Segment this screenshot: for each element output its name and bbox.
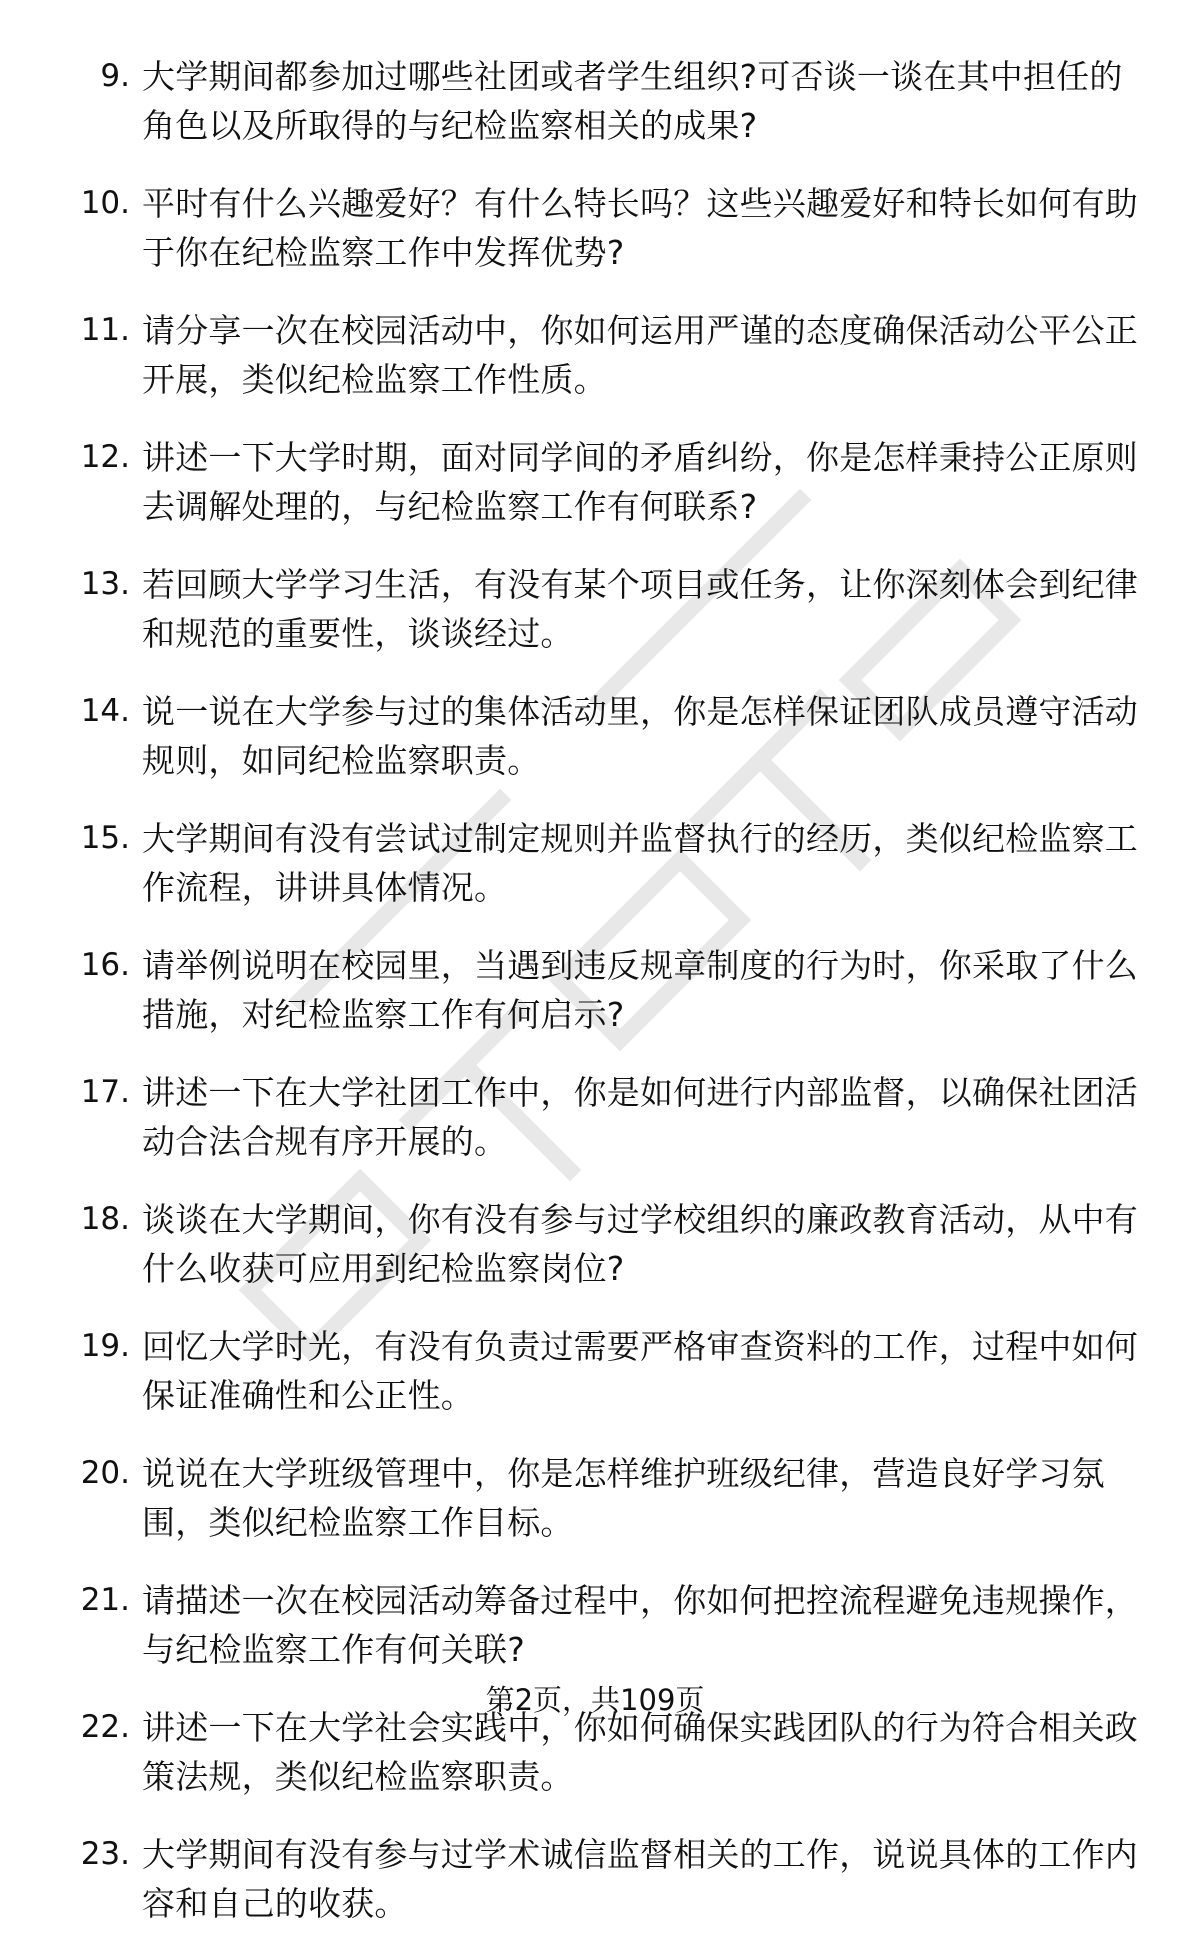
question-number: 15. (80, 820, 130, 856)
question-number: 20. (80, 1455, 130, 1491)
question-list (62, 52, 1152, 1957)
list-item (62, 560, 1152, 658)
list-item (62, 52, 1152, 150)
question-number: 9. (100, 58, 130, 94)
list-item (62, 179, 1152, 277)
list-item (62, 433, 1152, 531)
question-text: 平时有什么兴趣爱好？有什么特长吗？这些兴趣爱好和特长如何有助于你在纪检监察工作中发挥优势? (142, 184, 1138, 272)
list-item (62, 1576, 1152, 1674)
question-text: 请分享一次在校园活动中，你如何运用严谨的态度确保活动公平公正开展，类似纪检监察工作性质。 (142, 311, 1138, 399)
question-text: 说说在大学班级管理中，你是怎样维护班级纪律，营造良好学习氛围，类似纪检监察工作目标。 (142, 1454, 1105, 1542)
list-item (62, 1322, 1152, 1420)
list-item (62, 814, 1152, 912)
question-number: 16. (80, 947, 130, 983)
question-number: 17. (80, 1074, 130, 1110)
question-number: 21. (80, 1582, 130, 1618)
question-text: 大学期间有没有参与过学术诚信监督相关的工作，说说具体的工作内容和自己的收获。 (142, 1835, 1138, 1923)
page-footer: 第2页，共109页 (485, 1683, 705, 1717)
question-number: 11. (80, 312, 130, 348)
list-item (62, 1068, 1152, 1166)
question-number: 10. (80, 185, 130, 221)
question-text: 说一说在大学参与过的集体活动里，你是怎样保证团队成员遵守活动规则，如同纪检监察职责。 (142, 692, 1138, 780)
question-number: 12. (80, 439, 130, 475)
question-number: 22. (80, 1709, 130, 1745)
list-item (62, 1195, 1152, 1293)
question-text: 讲述一下在大学社团工作中，你是如何进行内部监督，以确保社团活动合法合规有序开展的。 (142, 1073, 1138, 1161)
question-text: 请举例说明在校园里，当遇到违反规章制度的行为时，你采取了什么措施，对纪检监察工作有何启示? (142, 946, 1138, 1034)
question-number: 23. (80, 1836, 130, 1872)
question-text: 请描述一次在校园活动筹备过程中，你如何把控流程避免违规操作，与纪检监察工作有何关联? (142, 1581, 1138, 1669)
question-number: 18. (80, 1201, 130, 1237)
question-text: 大学期间有没有尝试过制定规则并监督执行的经历，类似纪检监察工作流程，讲讲具体情况。 (142, 819, 1138, 907)
list-item (62, 306, 1152, 404)
question-number: 13. (80, 566, 130, 602)
question-number: 19. (80, 1328, 130, 1364)
list-item (62, 941, 1152, 1039)
question-text: 回忆大学时光，有没有负责过需要严格审查资料的工作，过程中如何保证准确性和公正性。 (142, 1327, 1138, 1415)
list-item (62, 687, 1152, 785)
question-text: 讲述一下大学时期，面对同学间的矛盾纠纷，你是怎样秉持公正原则去调解处理的，与纪检监察工作有何联系? (142, 438, 1138, 526)
question-text: 讲述一下在大学社会实践中，你如何确保实践团队的行为符合相关政策法规，类似纪检监察职责。 (142, 1708, 1138, 1796)
question-text: 若回顾大学学习生活，有没有某个项目或任务，让你深刻体会到纪律和规范的重要性，谈谈经过。 (142, 565, 1138, 653)
question-text: 大学期间都参加过哪些社团或者学生组织?可否谈一谈在其中担任的角色以及所取得的与纪检监察相关的成果? (142, 57, 1123, 145)
question-text: 谈谈在大学期间，你有没有参与过学校组织的廉政教育活动，从中有什么收获可应用到纪检监察岗位? (142, 1200, 1138, 1288)
list-item (62, 1449, 1152, 1547)
question-number: 14. (80, 693, 130, 729)
list-item (62, 1830, 1152, 1928)
